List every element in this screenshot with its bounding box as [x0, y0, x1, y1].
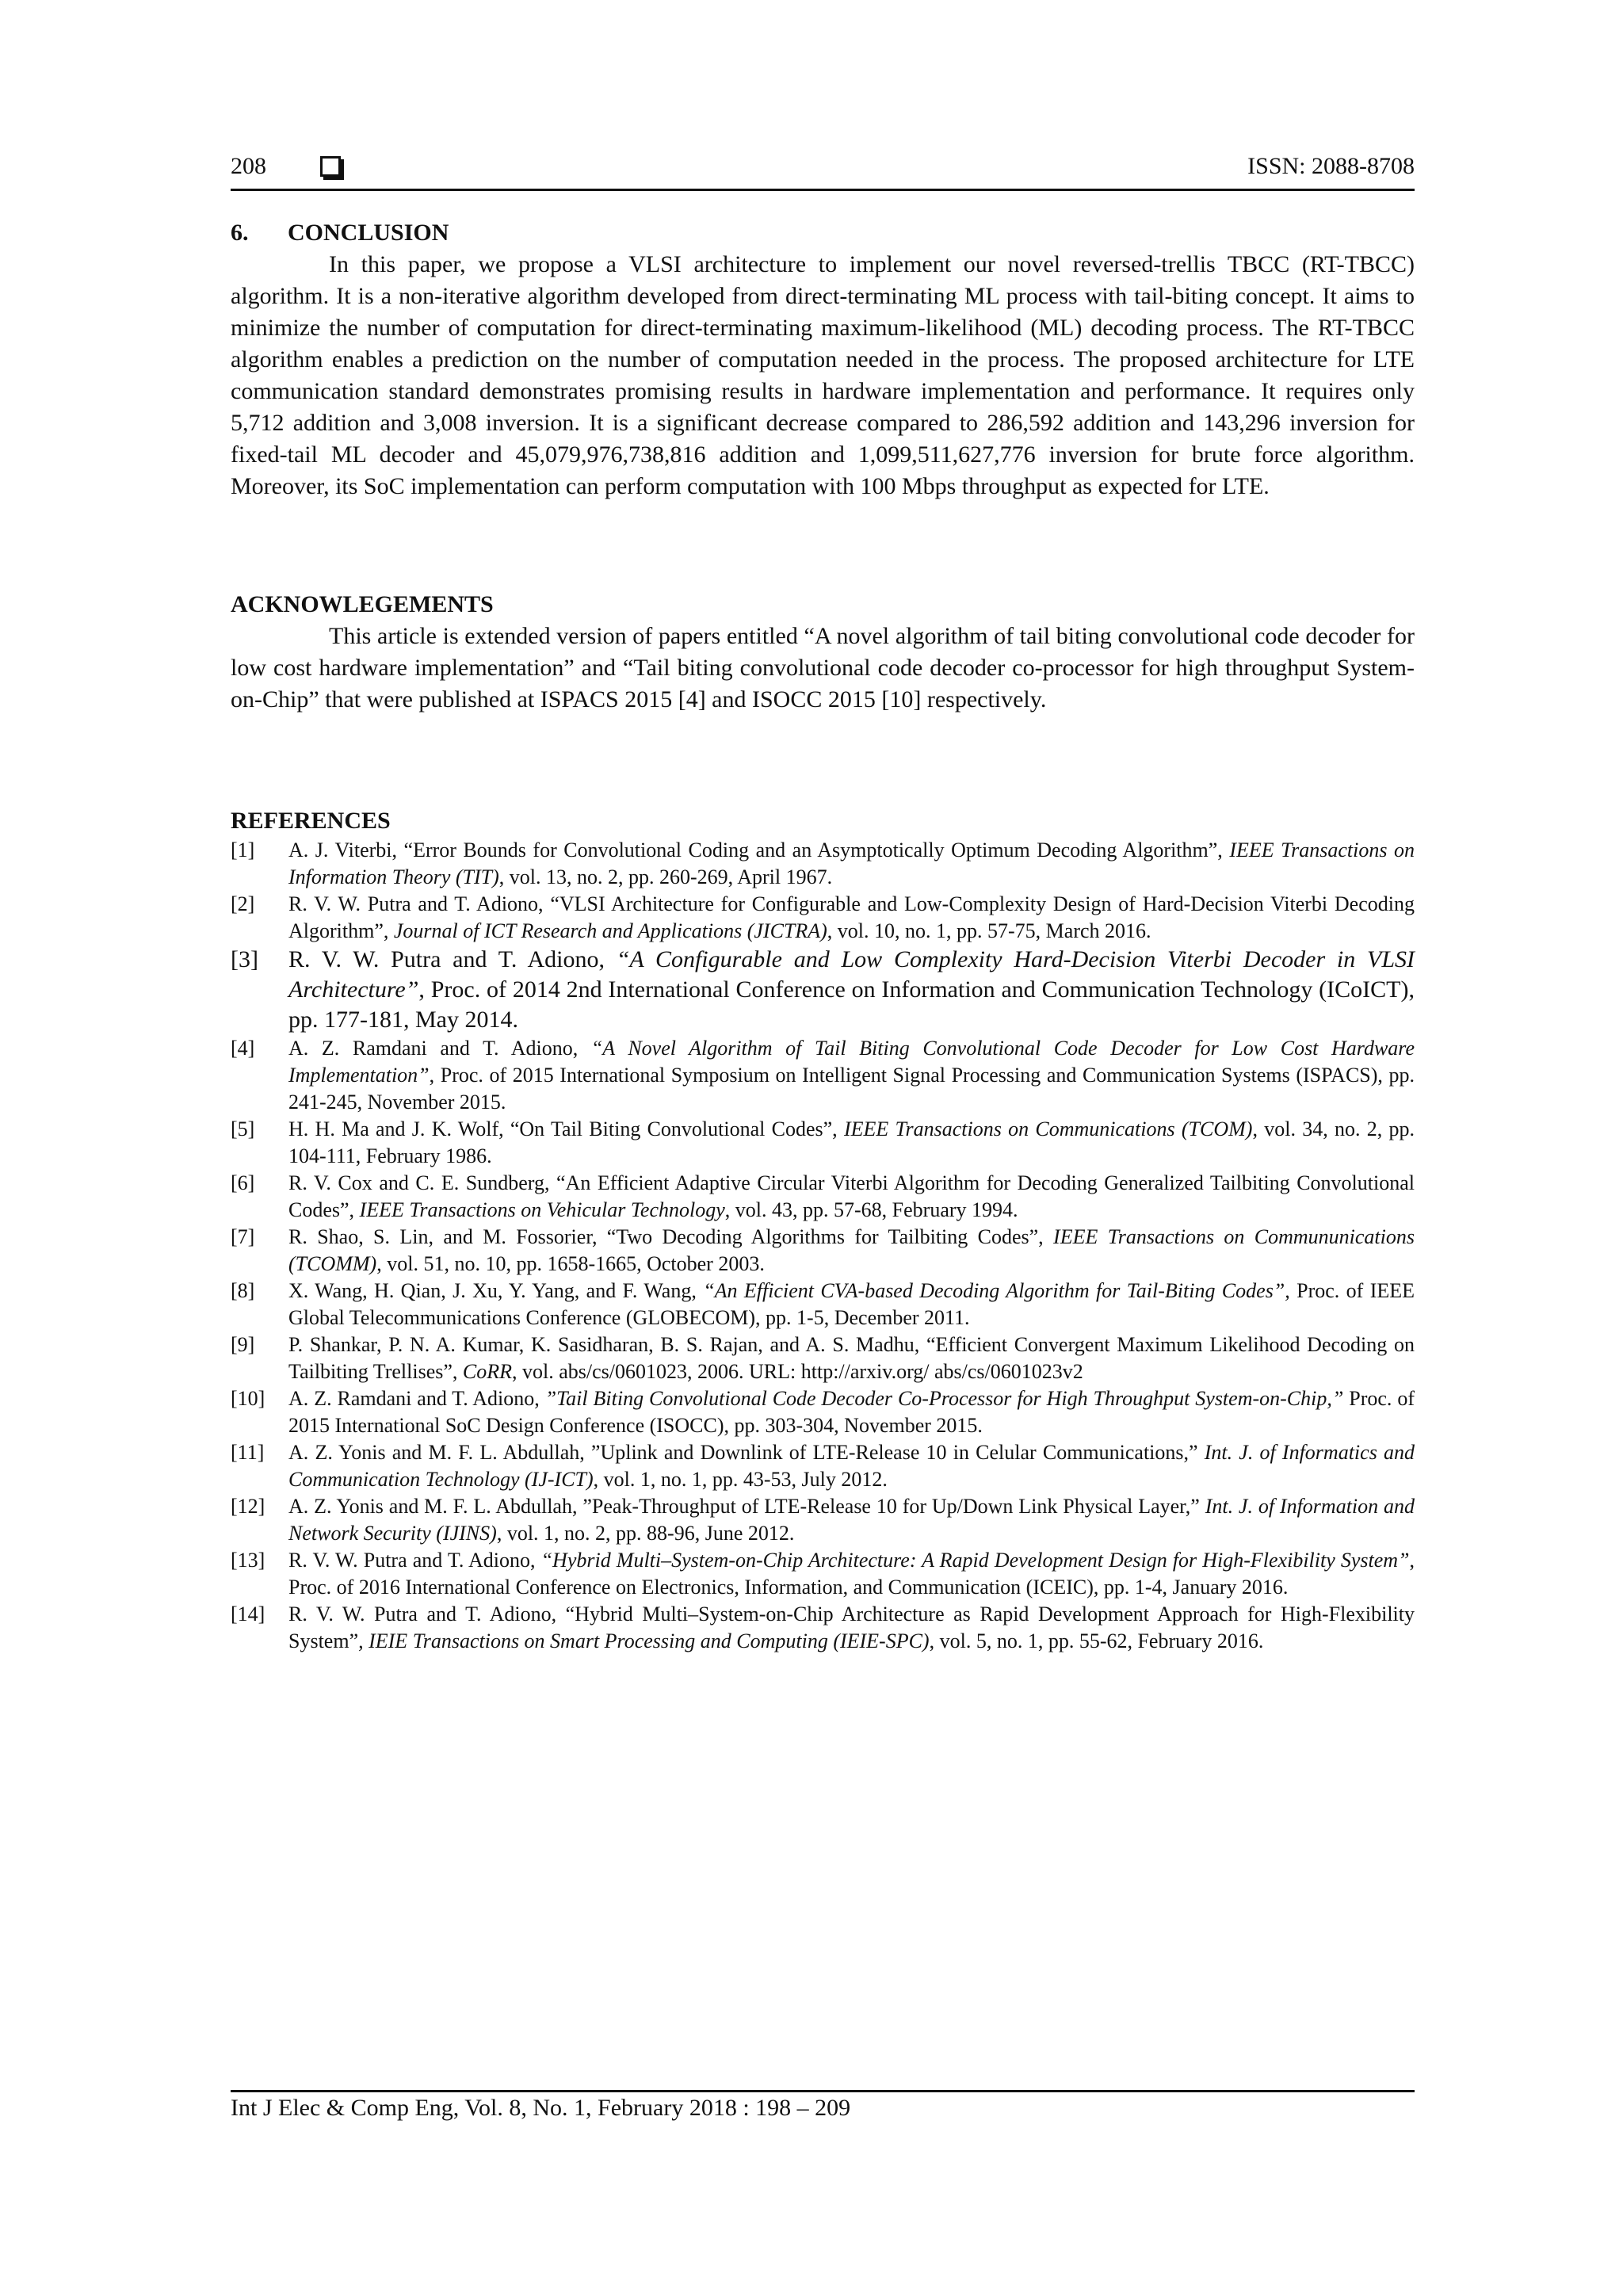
reference-list: [231, 837, 1415, 1655]
reference-label: [10]: [231, 1387, 265, 1410]
reference-item: [231, 1385, 1415, 1439]
reference-item: [231, 1439, 1415, 1493]
reference-item: [231, 1116, 1415, 1170]
reference-text: A. Z. Yonis and M. F. L. Abdullah, ”Uplink and Downlink of LTE-Release 10 in Celular Communications,”: [288, 1441, 1205, 1464]
reference-text: A. J. Viterbi, “Error Bounds for Convolutional Coding and an Asymptotically Optimum Decoding Algorithm”,: [288, 839, 1230, 861]
reference-source: “Hybrid Multi–System-on-Chip Architecture: A Rapid Development Design for High-Flexibility System”: [540, 1549, 1410, 1572]
reference-source: Int. J. of Informatics and Communication Technology (IJ-ICT): [288, 1441, 1415, 1491]
reference-source: , IEIE Transactions on Smart Processing and Computing (IEIE-SPC): [358, 1629, 930, 1652]
footer-rule: [231, 2090, 1415, 2092]
reference-details: , vol. 13, no. 2, pp. 260-269, April 1967.: [498, 865, 833, 888]
reference-text: P. Shankar, P. N. A. Kumar, K. Sasidharan, B. S. Rajan, and A. S. Madhu, “Efficient Convergent Maximum Likelihood Decoding on Tailbiting Trellises”,: [288, 1333, 1415, 1383]
reference-item: [231, 1170, 1415, 1224]
references-section: [231, 805, 1415, 1655]
reference-details: , vol. 10, no. 1, pp. 57-75, March 2016.: [827, 919, 1151, 942]
reference-details: , vol. 5, no. 1, pp. 55-62, February 2016.: [929, 1629, 1264, 1652]
section-heading: [231, 217, 1415, 249]
reference-details: , Proc. of 2015 International Symposium on Intelligent Signal Processing and Communication Systems (ISPACS), pp. 241-245, November 2015.: [288, 1064, 1415, 1114]
issn-label: ISSN: 2088-8708: [1247, 153, 1415, 179]
reference-item: [231, 891, 1415, 945]
reference-details: , vol. 1, no. 1, pp. 43-53, July 2012.: [593, 1468, 888, 1491]
acknowledgements-paragraph: This article is extended version of papers entitled “A novel algorithm of tail biting convolutional code decoder for low cost hardware implementation” and “Tail biting convolutional code decoder co-processor for high throughput System-on-Chip” that were published at ISPACS 2015 [4] and ISOCC 2015 [10] respectively.: [231, 623, 1415, 712]
reference-text: X. Wang, H. Qian, J. Xu, Y. Yang, and F. Wang,: [288, 1279, 704, 1302]
reference-details: , vol. 43, pp. 57-68, February 1994.: [724, 1198, 1018, 1221]
section-number: 6.: [231, 220, 249, 246]
reference-text: R. V. W. Putra and T. Adiono,: [288, 946, 617, 972]
reference-item: [231, 1493, 1415, 1547]
reference-item: [231, 945, 1415, 1035]
reference-label: [4]: [231, 1037, 255, 1060]
reference-text: R. V. Cox and C. E. Sundberg, “An Efficient Adaptive Circular Viterbi Algorithm for Decoding Generalized Tailbiting Convolutional Codes”,: [288, 1171, 1415, 1221]
reference-source: IEEE Transactions on Information Theory (TIT): [288, 839, 1415, 888]
acknowledgements-heading: ACKNOWLEGEMENTS: [231, 591, 494, 617]
reference-text: R. V. W. Putra and T. Adiono, “VLSI Architecture for Configurable and Low-Complexity Design of Hard-Decision Viterbi Decoding Algorithm”,: [288, 892, 1415, 942]
reference-text: A. Z. Yonis and M. F. L. Abdullah, ”Peak-Throughput of LTE-Release 10 for Up/Down Link Physical Layer,”: [288, 1495, 1205, 1518]
reference-details: , vol. 34, no. 2, pp. 104-111, February 1986.: [288, 1117, 1415, 1167]
reference-details: Proc. of IEEE Global Telecommunications Conference (GLOBECOM), pp. 1-5, December 2011.: [288, 1279, 1415, 1329]
reference-source: IEEE Transactions on Communications (TCOM): [843, 1117, 1253, 1140]
reference-source: “A Configurable and Low Complexity Hard-Decision Viterbi Decoder in VLSI Architecture”: [288, 946, 1415, 1003]
reference-text: R. V. W. Putra and T. Adiono,: [288, 1549, 541, 1572]
page-header: [231, 153, 1415, 193]
conclusion-paragraph: In this paper, we propose a VLSI architecture to implement our novel reversed-trellis TBCC (RT-TBCC) algorithm. It is a non-iterative algorithm developed from direct-terminating ML process with tail-biting concept. It aims to minimize the number of computation for direct-terminating maximum-likelihood (ML) decoding process. The RT-TBCC algorithm enables a prediction on the number of computation needed in the process. The proposed architecture for LTE communication standard demonstrates promising results in hardware implementation and performance. It requires only 5,712 addition and 3,008 inversion. It is a significant decrease compared to 286,592 addition and 143,296 inversion for fixed-tail ML decoder and 45,079,976,738,816 addition and 1,099,511,627,776 inversion for brute force algorithm. Moreover, its SoC implementation can perform computation with 100 Mbps throughput as expected for LTE.: [231, 251, 1415, 499]
reference-label: [7]: [231, 1225, 255, 1248]
references-heading: REFERENCES: [231, 808, 391, 834]
reference-label: [9]: [231, 1333, 255, 1356]
reference-item: [231, 1547, 1415, 1601]
reference-details: , Proc. of 2014 2nd International Conference on Information and Communication Technology (ICoICT), pp. 177-181, May 2014.: [288, 976, 1415, 1033]
reference-source: Journal of ICT Research and Applications (JICTRA): [393, 919, 827, 942]
reference-source: “A Novel Algorithm of Tail Biting Convolutional Code Decoder for Low Cost Hardware Implementation”: [288, 1037, 1415, 1087]
reference-text: A. Z. Ramdani and T. Adiono,: [288, 1037, 591, 1060]
reference-source: “An Efficient CVA-based Decoding Algorithm for Tail-Biting Codes”,: [703, 1279, 1290, 1302]
page-number: 208: [231, 153, 266, 179]
reference-label: [1]: [231, 839, 255, 861]
reference-source: IEEE Transactions on Commununications (TCOMM): [288, 1225, 1415, 1275]
reference-details: Proc. of 2015 International SoC Design Conference (ISOCC), pp. 303-304, November 2015.: [288, 1387, 1415, 1437]
reference-item: [231, 1601, 1415, 1655]
reference-details: , vol. abs/cs/0601023, 2006. URL: http://arxiv.org/ abs/cs/0601023v2: [512, 1360, 1083, 1383]
reference-label: [14]: [231, 1603, 265, 1626]
header-rule: [231, 189, 1415, 191]
reference-source: IEEE Transactions on Vehicular Technology: [359, 1198, 725, 1221]
checkbox-icon: [320, 156, 341, 177]
reference-label: [11]: [231, 1441, 265, 1464]
reference-text: A. Z. Ramdani and T. Adiono,: [288, 1387, 545, 1410]
reference-item: [231, 1035, 1415, 1116]
reference-item: [231, 1278, 1415, 1331]
reference-label: [5]: [231, 1117, 255, 1140]
section-title: CONCLUSION: [288, 220, 449, 246]
reference-label: [3]: [231, 946, 258, 972]
conclusion-section: [231, 217, 1415, 502]
reference-item: [231, 1331, 1415, 1385]
reference-label: [8]: [231, 1279, 255, 1302]
page-footer: Int J Elec & Comp Eng, Vol. 8, No. 1, February 2018 : 198 – 209: [231, 2095, 851, 2121]
reference-text: R. V. W. Putra and T. Adiono, “Hybrid Multi–System-on-Chip Architecture as Rapid Development Approach for High-Flexibility System”: [288, 1603, 1415, 1652]
reference-source: Int. J. of Information and Network Security (IJINS): [288, 1495, 1415, 1545]
reference-text: H. H. Ma and J. K. Wolf, “On Tail Biting Convolutional Codes”,: [288, 1117, 844, 1140]
reference-label: [2]: [231, 892, 255, 915]
reference-text: R. Shao, S. Lin, and M. Fossorier, “Two Decoding Algorithms for Tailbiting Codes”,: [288, 1225, 1054, 1248]
reference-source: ”Tail Biting Convolutional Code Decoder Co-Processor for High Throughput System-on-Chip,”: [544, 1387, 1344, 1410]
reference-details: , Proc. of 2016 International Conference on Electronics, Information, and Communication (ICEIC), pp. 1-4, January 2016.: [288, 1549, 1415, 1599]
reference-details: , vol. 51, no. 10, pp. 1658-1665, October 2003.: [376, 1252, 765, 1275]
paper-page: [231, 0, 1415, 2296]
reference-details: , vol. 1, no. 2, pp. 88-96, June 2012.: [496, 1522, 795, 1545]
acknowledgements-section: [231, 589, 1415, 716]
reference-label: [13]: [231, 1549, 265, 1572]
reference-item: [231, 837, 1415, 891]
reference-label: [12]: [231, 1495, 265, 1518]
reference-source: CoRR: [462, 1360, 513, 1383]
reference-label: [6]: [231, 1171, 255, 1194]
reference-item: [231, 1224, 1415, 1278]
